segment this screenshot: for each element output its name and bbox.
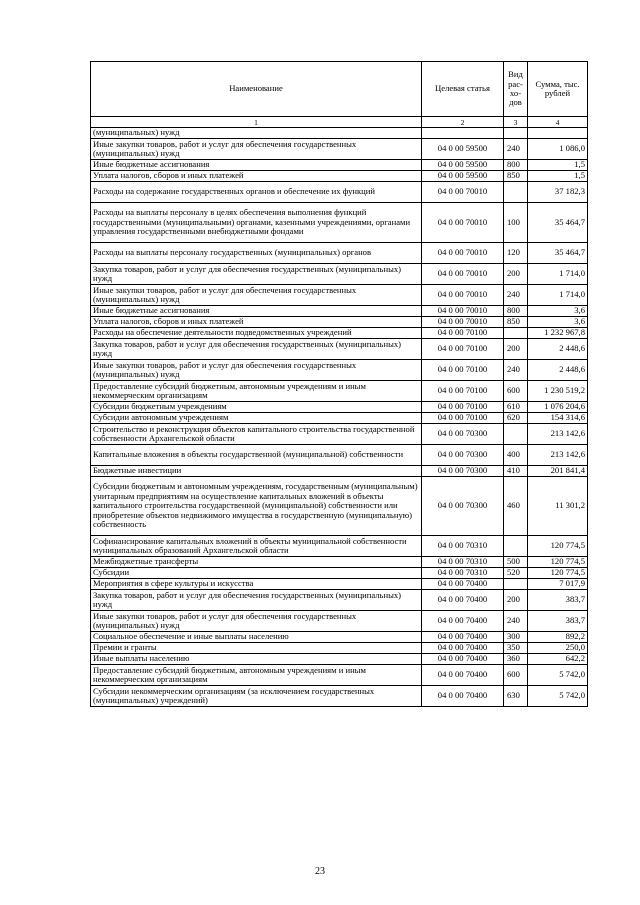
row-name-cell: Иные закупки товаров, работ и услуг для обеспечения государственных (муниципальных) нужд — [91, 139, 422, 160]
row-target-cell: 04 0 00 70100 — [422, 328, 504, 339]
row-vid-cell: 600 — [504, 381, 528, 402]
row-target-cell: 04 0 00 70400 — [422, 611, 504, 632]
row-name-cell: Бюджетные инвестиции — [91, 466, 422, 477]
row-sum-cell: 642,2 — [528, 654, 588, 665]
row-name-cell: Иные бюджетные ассигнования — [91, 306, 422, 317]
row-name-cell: Софинансирование капитальных вложений в объекты муниципальной собственности муниципальных образований Архангельской области — [91, 536, 422, 557]
row-target-cell: 04 0 00 70300 — [422, 445, 504, 466]
row-vid-cell — [504, 182, 528, 203]
row-target-cell: 04 0 00 70010 — [422, 264, 504, 285]
header-name: Наименование — [91, 62, 422, 117]
table-row — [91, 579, 588, 590]
row-vid-cell: 100 — [504, 203, 528, 243]
row-vid-cell: 120 — [504, 243, 528, 264]
row-target-cell: 04 0 00 70300 — [422, 466, 504, 477]
row-sum-cell: 201 841,4 — [528, 466, 588, 477]
row-target-cell: 04 0 00 70010 — [422, 243, 504, 264]
row-sum-cell: 383,7 — [528, 611, 588, 632]
row-target-cell: 04 0 00 70010 — [422, 306, 504, 317]
row-vid-cell: 520 — [504, 568, 528, 579]
row-target-cell: 04 0 00 70010 — [422, 317, 504, 328]
row-target-cell: 04 0 00 70400 — [422, 643, 504, 654]
row-name-cell: Иные закупки товаров, работ и услуг для обеспечения государственных (муниципальных) нужд — [91, 611, 422, 632]
table-row — [91, 466, 588, 477]
table-row — [91, 654, 588, 665]
header-number-row — [91, 117, 588, 128]
row-target-cell: 04 0 00 70310 — [422, 536, 504, 557]
row-target-cell: 04 0 00 70400 — [422, 665, 504, 686]
row-vid-cell: 360 — [504, 654, 528, 665]
table-row — [91, 339, 588, 360]
row-sum-cell — [528, 128, 588, 139]
row-vid-cell: 630 — [504, 686, 528, 707]
header-target: Целевая статья — [422, 62, 504, 117]
budget-table — [90, 61, 588, 707]
row-vid-cell: 600 — [504, 665, 528, 686]
row-name-cell: Закупка товаров, работ и услуг для обеспечения государственных (муниципальных) нужд — [91, 339, 422, 360]
row-vid-cell: 460 — [504, 477, 528, 536]
row-name-cell: Расходы на обеспечение деятельности подведомственных учреждений — [91, 328, 422, 339]
row-sum-cell: 213 142,6 — [528, 424, 588, 445]
header-num-2: 2 — [422, 117, 504, 128]
table-row — [91, 203, 588, 243]
row-name-cell: Закупка товаров, работ и услуг для обеспечения государственных (муниципальных) нужд — [91, 590, 422, 611]
row-target-cell: 04 0 00 70300 — [422, 477, 504, 536]
table-row — [91, 665, 588, 686]
row-vid-cell: 240 — [504, 285, 528, 306]
row-sum-cell: 1,5 — [528, 171, 588, 182]
row-name-cell: Субсидии бюджетным и автономным учреждениям, государственным (муниципальным) унитарным предприятиям на осуществление капитальных вложений в объекты капитального строительства государственной (муниципальной) собственности или приобретение объектов недвижимого имущества в государственную (муниципальную) собственность — [91, 477, 422, 536]
row-target-cell: 04 0 00 70010 — [422, 203, 504, 243]
row-vid-cell: 200 — [504, 264, 528, 285]
row-vid-cell: 410 — [504, 466, 528, 477]
table-row — [91, 381, 588, 402]
table-row — [91, 590, 588, 611]
row-vid-cell: 400 — [504, 445, 528, 466]
row-vid-cell — [504, 536, 528, 557]
row-name-cell: Уплата налогов, сборов и иных платежей — [91, 171, 422, 182]
row-sum-cell: 1 230 519,2 — [528, 381, 588, 402]
row-vid-cell: 200 — [504, 590, 528, 611]
row-name-cell: Премии и гранты — [91, 643, 422, 654]
table-row — [91, 557, 588, 568]
header-row — [91, 62, 588, 117]
table-row — [91, 285, 588, 306]
row-sum-cell: 383,7 — [528, 590, 588, 611]
row-sum-cell: 250,0 — [528, 643, 588, 654]
table-row — [91, 160, 588, 171]
row-name-cell: Предоставление субсидий бюджетным, автономным учреждениям и иным некоммерческим организациям — [91, 381, 422, 402]
row-vid-cell: 800 — [504, 160, 528, 171]
row-vid-cell: 300 — [504, 632, 528, 643]
row-name-cell: Социальное обеспечение и иные выплаты населению — [91, 632, 422, 643]
row-name-cell: Субсидии бюджетным учреждениям — [91, 402, 422, 413]
row-target-cell: 04 0 00 70310 — [422, 568, 504, 579]
row-name-cell: Уплата налогов, сборов и иных платежей — [91, 317, 422, 328]
row-sum-cell: 5 742,0 — [528, 686, 588, 707]
row-sum-cell: 1 076 204,6 — [528, 402, 588, 413]
table-row — [91, 328, 588, 339]
row-vid-cell: 240 — [504, 611, 528, 632]
row-name-cell: Предоставление субсидий бюджетным, автономным учреждениям и иным некоммерческим организациям — [91, 665, 422, 686]
row-sum-cell: 37 182,3 — [528, 182, 588, 203]
row-target-cell: 04 0 00 59500 — [422, 139, 504, 160]
row-vid-cell — [504, 424, 528, 445]
row-name-cell: Иные закупки товаров, работ и услуг для обеспечения государственных (муниципальных) нужд — [91, 285, 422, 306]
row-sum-cell: 35 464,7 — [528, 203, 588, 243]
row-vid-cell: 500 — [504, 557, 528, 568]
row-sum-cell: 1 232 967,8 — [528, 328, 588, 339]
row-sum-cell: 5 742,0 — [528, 665, 588, 686]
row-name-cell: Капитальные вложения в объекты государственной (муниципальной) собственности — [91, 445, 422, 466]
row-target-cell: 04 0 00 59500 — [422, 160, 504, 171]
row-vid-cell — [504, 328, 528, 339]
row-sum-cell: 120 774,5 — [528, 557, 588, 568]
table-row — [91, 632, 588, 643]
table-row — [91, 536, 588, 557]
row-target-cell: 04 0 00 70310 — [422, 557, 504, 568]
header-num-1: 1 — [91, 117, 422, 128]
table-row — [91, 477, 588, 536]
row-sum-cell: 3,6 — [528, 306, 588, 317]
table-row — [91, 139, 588, 160]
row-target-cell: 04 0 00 70400 — [422, 590, 504, 611]
row-target-cell: 04 0 00 70010 — [422, 182, 504, 203]
row-vid-cell: 610 — [504, 402, 528, 413]
row-vid-cell: 850 — [504, 317, 528, 328]
row-sum-cell: 1,5 — [528, 160, 588, 171]
row-target-cell: 04 0 00 70010 — [422, 285, 504, 306]
table-row — [91, 643, 588, 654]
table-row — [91, 424, 588, 445]
row-sum-cell: 2 448,6 — [528, 339, 588, 360]
row-name-cell: Расходы на выплаты персоналу государственных (муниципальных) органов — [91, 243, 422, 264]
table-row — [91, 128, 588, 139]
row-sum-cell: 7 017,9 — [528, 579, 588, 590]
row-vid-cell: 240 — [504, 139, 528, 160]
row-target-cell: 04 0 00 59500 — [422, 171, 504, 182]
row-name-cell: Закупка товаров, работ и услуг для обеспечения государственных (муниципальных) нужд — [91, 264, 422, 285]
row-vid-cell — [504, 128, 528, 139]
row-target-cell: 04 0 00 70100 — [422, 413, 504, 424]
row-target-cell — [422, 128, 504, 139]
table-row — [91, 182, 588, 203]
row-name-cell: Расходы на содержание государственных органов и обеспечение их функций — [91, 182, 422, 203]
row-vid-cell — [504, 579, 528, 590]
table-row — [91, 568, 588, 579]
row-target-cell: 04 0 00 70100 — [422, 402, 504, 413]
row-sum-cell: 1 714,0 — [528, 285, 588, 306]
row-name-cell: Субсидии автономным учреждениям — [91, 413, 422, 424]
row-vid-cell: 240 — [504, 360, 528, 381]
row-sum-cell: 2 448,6 — [528, 360, 588, 381]
row-target-cell: 04 0 00 70300 — [422, 424, 504, 445]
row-vid-cell: 800 — [504, 306, 528, 317]
table-row — [91, 317, 588, 328]
table-row — [91, 243, 588, 264]
table-row — [91, 413, 588, 424]
header-num-3: 3 — [504, 117, 528, 128]
row-name-cell: Межбюджетные трансферты — [91, 557, 422, 568]
row-name-cell: Мероприятия в сфере культуры и искусства — [91, 579, 422, 590]
row-vid-cell: 200 — [504, 339, 528, 360]
page-number: 23 — [315, 866, 325, 877]
header-num-4: 4 — [528, 117, 588, 128]
table-row — [91, 306, 588, 317]
table-row — [91, 360, 588, 381]
table-row — [91, 264, 588, 285]
table-row — [91, 171, 588, 182]
row-name-cell: Расходы на выплаты персоналу в целях обеспечения выполнения функций государственными (муниципальными) органами, казенными учреждениями, органами управления государственными внебюджетными фондами — [91, 203, 422, 243]
row-sum-cell: 3,6 — [528, 317, 588, 328]
row-name-cell: (муниципальных) нужд — [91, 128, 422, 139]
row-name-cell: Строительство и реконструкция объектов капитального строительства государственной собственности Архангельской области — [91, 424, 422, 445]
table-body — [91, 128, 588, 707]
row-target-cell: 04 0 00 70400 — [422, 654, 504, 665]
row-sum-cell: 120 774,5 — [528, 536, 588, 557]
row-target-cell: 04 0 00 70100 — [422, 360, 504, 381]
row-vid-cell: 620 — [504, 413, 528, 424]
row-sum-cell: 1 714,0 — [528, 264, 588, 285]
header-sum: Сумма, тыс. рублей — [528, 62, 588, 117]
row-vid-cell: 350 — [504, 643, 528, 654]
budget-table-sheet — [90, 61, 587, 707]
table-row — [91, 402, 588, 413]
row-target-cell: 04 0 00 70400 — [422, 579, 504, 590]
table-row — [91, 611, 588, 632]
row-sum-cell: 213 142,6 — [528, 445, 588, 466]
row-name-cell: Субсидии — [91, 568, 422, 579]
row-name-cell: Субсидии некоммерческим организациям (за исключением государственных (муниципальных) учреждений) — [91, 686, 422, 707]
row-vid-cell: 850 — [504, 171, 528, 182]
row-sum-cell: 154 314,6 — [528, 413, 588, 424]
row-sum-cell: 1 086,0 — [528, 139, 588, 160]
row-sum-cell: 35 464,7 — [528, 243, 588, 264]
row-name-cell: Иные выплаты населению — [91, 654, 422, 665]
row-name-cell: Иные закупки товаров, работ и услуг для обеспечения государственных (муниципальных) нужд — [91, 360, 422, 381]
row-sum-cell: 120 774,5 — [528, 568, 588, 579]
table-row — [91, 686, 588, 707]
row-target-cell: 04 0 00 70400 — [422, 632, 504, 643]
row-target-cell: 04 0 00 70100 — [422, 381, 504, 402]
row-sum-cell: 11 301,2 — [528, 477, 588, 536]
row-name-cell: Иные бюджетные ассигнования — [91, 160, 422, 171]
header-vid: Вид рас-хо-дов — [504, 62, 528, 117]
row-target-cell: 04 0 00 70100 — [422, 339, 504, 360]
row-sum-cell: 892,2 — [528, 632, 588, 643]
row-target-cell: 04 0 00 70400 — [422, 686, 504, 707]
table-row — [91, 445, 588, 466]
